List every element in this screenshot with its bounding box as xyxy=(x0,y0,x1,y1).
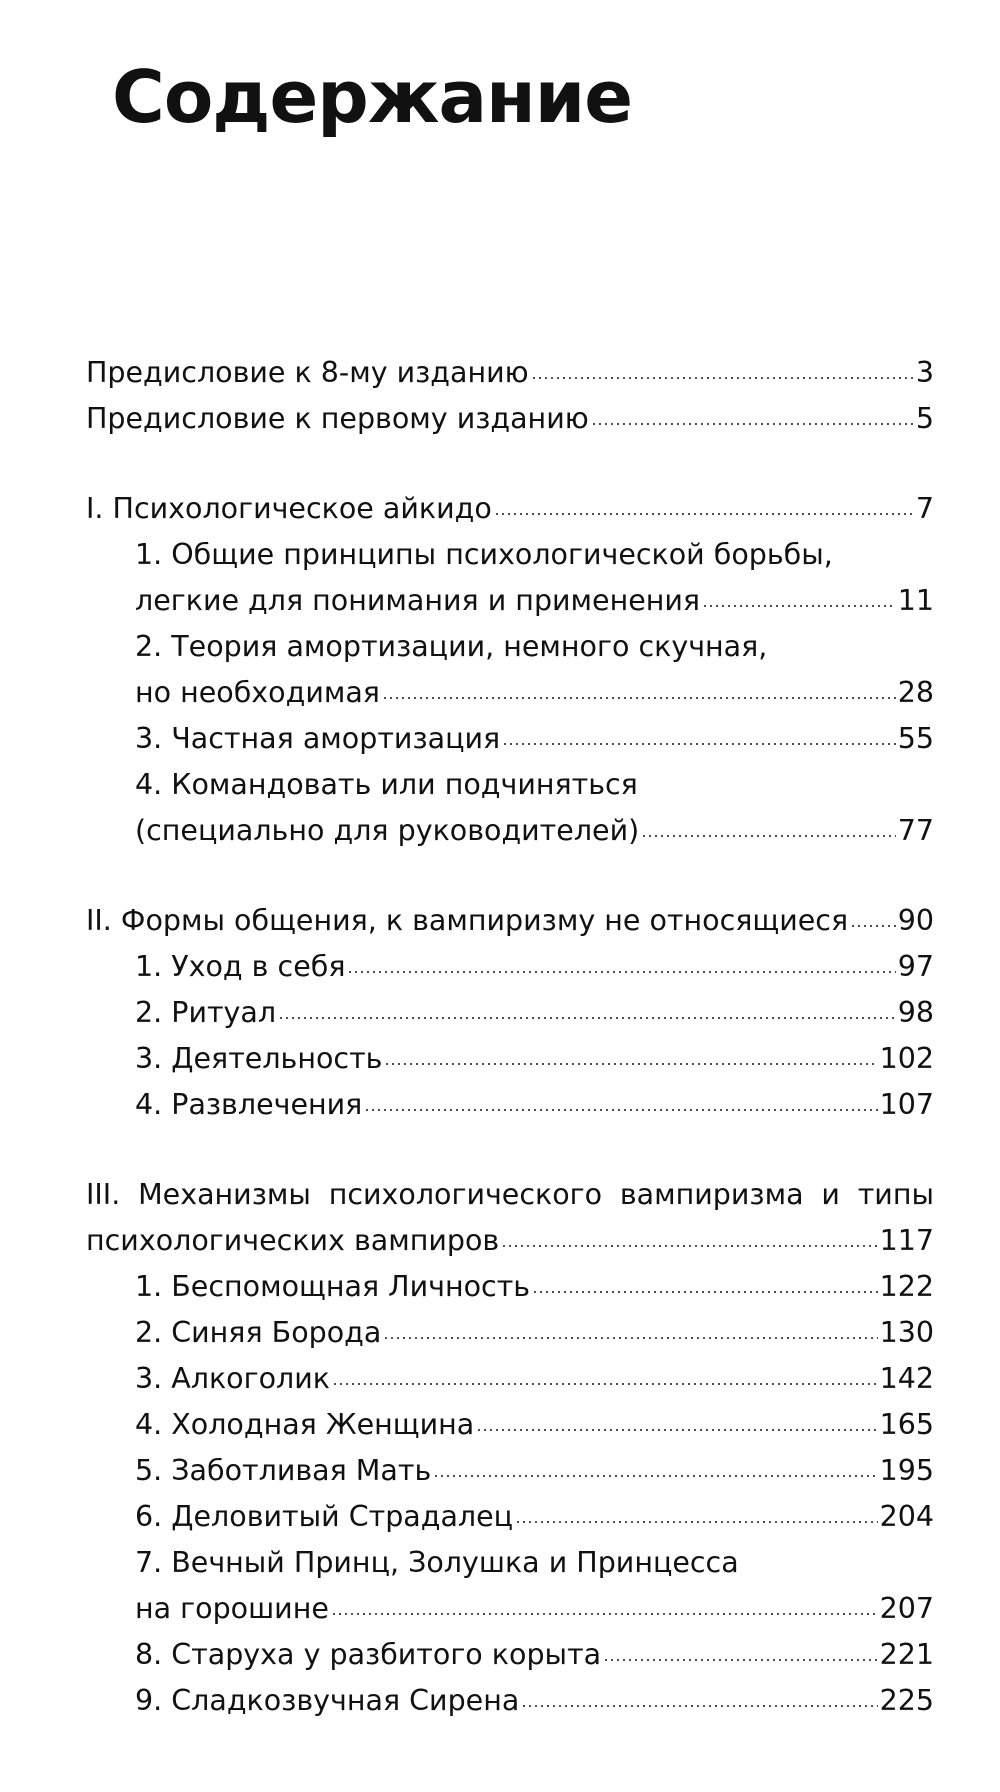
dot-leader xyxy=(476,1429,877,1431)
toc-entry-title: 6. Деловитый Страдалец xyxy=(135,1500,514,1533)
toc-entry[interactable] xyxy=(86,1494,934,1540)
toc-entry-page: 90 xyxy=(897,904,934,937)
toc-entry-page: 102 xyxy=(879,1042,934,1075)
toc-entry[interactable] xyxy=(86,1586,934,1632)
dot-leader xyxy=(532,1291,878,1293)
toc-entry-line1[interactable]: 2. Теория амортизации, немного скучная, xyxy=(135,630,768,663)
toc-section-part-3 xyxy=(86,1172,934,1724)
toc-entry-title: 3. Деятельность xyxy=(135,1042,383,1075)
toc-entry-title: 1. Беспомощная Личность xyxy=(135,1270,531,1303)
toc-section-prefaces xyxy=(86,350,934,442)
toc-entry-title: 4. Развлечения xyxy=(135,1088,363,1121)
toc-entry-page: 28 xyxy=(897,676,934,709)
dot-leader xyxy=(591,423,914,425)
page-title: Содержание xyxy=(112,55,633,139)
heading-word: вампиризма xyxy=(619,1178,804,1211)
toc-entry-page: 195 xyxy=(879,1454,934,1487)
heading-word: и xyxy=(821,1178,840,1211)
toc-entry-page: 117 xyxy=(879,1224,934,1257)
dot-leader xyxy=(501,1245,877,1247)
toc-entry-title: 9. Сладкозвучная Сирена xyxy=(135,1684,520,1717)
toc-entry-title: I. Психологическое айкидо xyxy=(86,492,492,525)
dot-leader xyxy=(494,513,914,515)
dot-leader xyxy=(515,1521,878,1523)
toc-entry-page: 7 xyxy=(915,492,934,525)
toc-entry-page: 142 xyxy=(879,1362,934,1395)
toc-entry[interactable] xyxy=(86,1632,934,1678)
toc-entry-page: 130 xyxy=(879,1316,934,1349)
toc-entry[interactable] xyxy=(86,396,934,442)
heading-word: психологического xyxy=(328,1178,603,1211)
toc-section-part-1 xyxy=(86,486,934,854)
toc-entry-title: Предисловие к 8-му изданию xyxy=(86,356,529,389)
toc-entry-page: 165 xyxy=(879,1408,934,1441)
toc-entry-title: (специально для руководителей) xyxy=(135,814,640,847)
toc-entry-title: 4. Холодная Женщина xyxy=(135,1408,475,1441)
toc-entry-title: 3. Частная амортизация xyxy=(135,722,501,755)
toc-entry[interactable] xyxy=(86,808,934,854)
dot-leader xyxy=(850,925,896,927)
toc-entry[interactable] xyxy=(86,578,934,624)
dot-leader xyxy=(278,1017,896,1019)
toc-entry-page: 77 xyxy=(897,814,934,847)
dot-leader xyxy=(331,1613,878,1615)
dot-leader xyxy=(521,1705,877,1707)
toc-entry[interactable] xyxy=(86,716,934,762)
dot-leader xyxy=(531,377,914,379)
toc-entry-page: 221 xyxy=(879,1638,934,1671)
toc-entry[interactable] xyxy=(86,1448,934,1494)
dot-leader xyxy=(382,697,896,699)
toc-entry-page: 98 xyxy=(897,996,934,1029)
dot-leader xyxy=(383,1337,877,1339)
toc-entry-title: психологических вампиров xyxy=(86,1224,500,1257)
toc-entry-title: 1. Уход в себя xyxy=(135,950,346,983)
dot-leader xyxy=(364,1109,877,1111)
heading-word: типы xyxy=(857,1178,934,1211)
toc-entry-title: 8. Старуха у разбитого корыта xyxy=(135,1638,602,1671)
dot-leader xyxy=(641,835,896,837)
dot-leader xyxy=(433,1475,877,1477)
heading-word: Механизмы xyxy=(138,1178,311,1211)
dot-leader xyxy=(332,1383,878,1385)
toc-entry[interactable] xyxy=(86,990,934,1036)
dot-leader xyxy=(384,1063,877,1065)
toc-entry-title: на горошине xyxy=(135,1592,329,1625)
toc-entry-page: 225 xyxy=(879,1684,934,1717)
toc-entry-page: 3 xyxy=(915,356,934,389)
dot-leader xyxy=(603,1659,877,1661)
toc-entry[interactable] xyxy=(86,1036,934,1082)
toc-entry-title: 2. Ритуал xyxy=(135,996,277,1029)
toc-entry[interactable] xyxy=(86,670,934,716)
toc-entry-title: II. Формы общения, к вампиризму не относящиеся xyxy=(86,904,849,937)
toc-entry-line1[interactable]: 7. Вечный Принц, Золушка и Принцесса xyxy=(135,1546,739,1579)
toc-entry-page: 55 xyxy=(897,722,934,755)
toc-entry[interactable] xyxy=(86,1082,934,1128)
toc-entry[interactable] xyxy=(86,1356,934,1402)
toc-entry-page: 5 xyxy=(915,402,934,435)
toc-entry-title: 5. Заботливая Мать xyxy=(135,1454,432,1487)
dot-leader xyxy=(502,743,896,745)
toc-entry[interactable] xyxy=(86,1402,934,1448)
toc-entry-page: 207 xyxy=(879,1592,934,1625)
toc-entry-line1[interactable]: 1. Общие принципы психологической борьбы, xyxy=(135,538,833,571)
toc-part-heading-line1[interactable] xyxy=(86,1172,934,1218)
toc-entry[interactable] xyxy=(86,350,934,396)
toc-entry-page: 204 xyxy=(879,1500,934,1533)
toc-entry-title: легкие для понимания и применения xyxy=(135,584,701,617)
toc-entry[interactable] xyxy=(86,1678,934,1724)
toc-entry[interactable] xyxy=(86,944,934,990)
toc-section-part-2 xyxy=(86,898,934,1128)
toc-part-heading[interactable] xyxy=(86,898,934,944)
toc-entry-page: 122 xyxy=(879,1270,934,1303)
toc-entry-page: 107 xyxy=(879,1088,934,1121)
toc-part-heading[interactable] xyxy=(86,1218,934,1264)
toc-entry-line1[interactable]: 4. Командовать или подчиняться xyxy=(135,768,638,801)
dot-leader xyxy=(702,605,896,607)
toc-part-heading[interactable] xyxy=(86,486,934,532)
toc-entry-title: но необходимая xyxy=(135,676,380,709)
toc-entry-page: 97 xyxy=(897,950,934,983)
toc-entry[interactable] xyxy=(86,1264,934,1310)
toc-entry[interactable] xyxy=(86,1310,934,1356)
toc-entry-title: 3. Алкоголик xyxy=(135,1362,330,1395)
heading-word: III. xyxy=(86,1178,121,1211)
dot-leader xyxy=(347,971,895,973)
toc-entry-title: 2. Синяя Борода xyxy=(135,1316,382,1349)
toc-entry-title: Предисловие к первому изданию xyxy=(86,402,589,435)
toc-entry-page: 11 xyxy=(897,584,934,617)
table-of-contents xyxy=(86,350,934,1768)
